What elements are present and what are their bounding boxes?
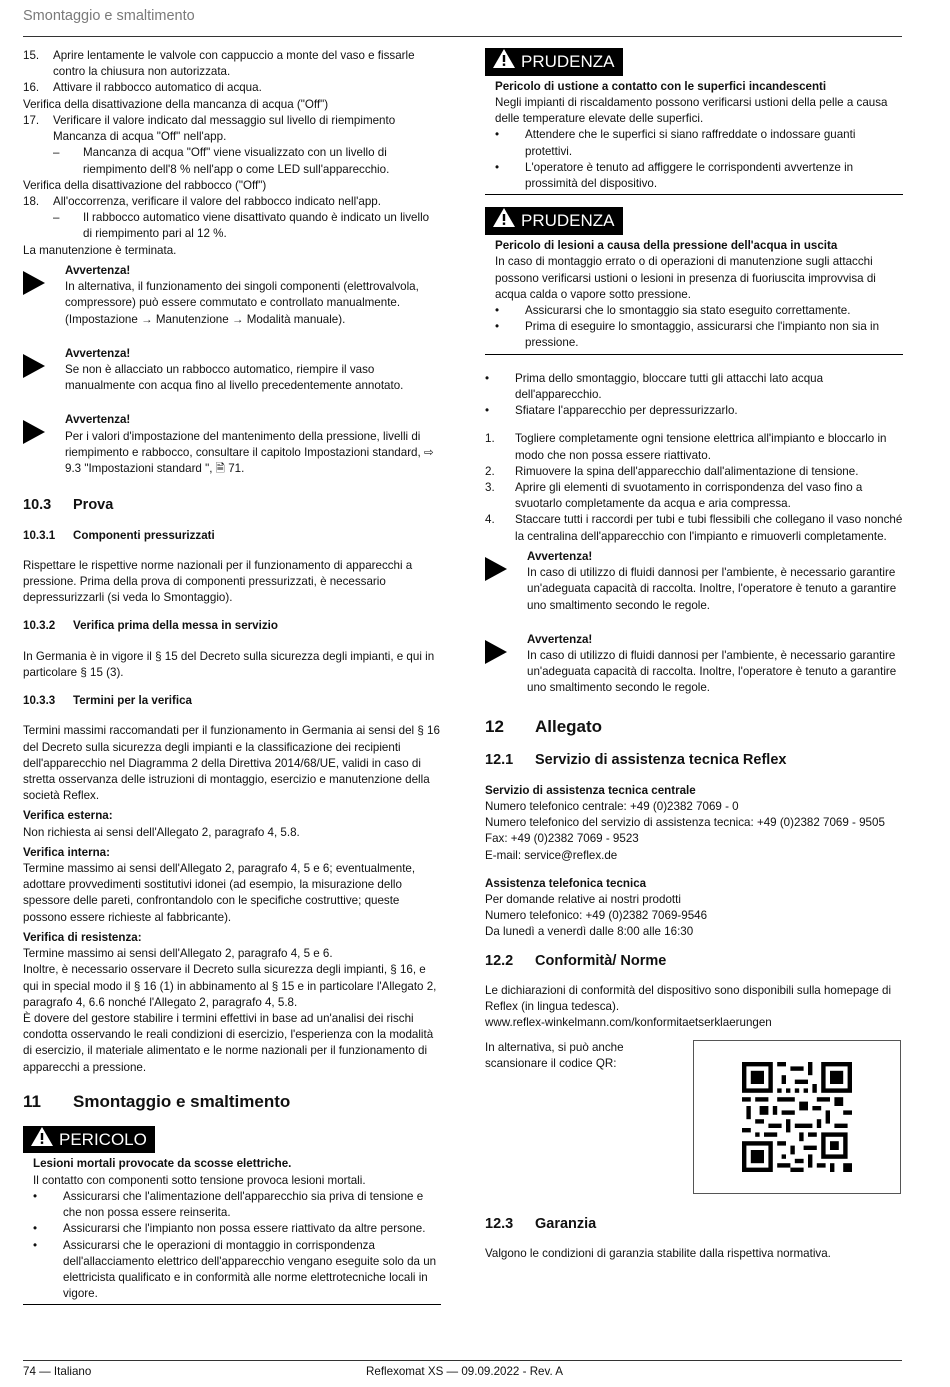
- note-text: Se non è allacciato un rabbocco automatico, riempire il vaso manualmente con acqua fino al livello precedentemente annotato.: [65, 362, 404, 393]
- verify-water-shortage: Verifica della disattivazione della mancanza di acqua ("Off"): [23, 97, 329, 111]
- hotline-line: Da lunedì a venerdì dalle 8:00 alle 16:30: [485, 925, 694, 939]
- strength-check-title: Verifica di resistenza:: [23, 930, 142, 944]
- footer-rule: [23, 1360, 902, 1361]
- step-18: 18. All'occorrenza, verificare il valore del rabbocco indicato nell'app.: [23, 194, 381, 208]
- footer-doc-info: Reflexomat XS — 09.09.2022 - Rev. A: [366, 1365, 563, 1378]
- danger-box: [23, 1126, 441, 1306]
- note-arrow-icon: [485, 549, 527, 614]
- note-text: Per i valori d'impostazione del mantenimento della pressione, livelli di riempimento e rabbocco, consultare il capitolo Impostazioni standard, ⇨ 9.3 "Impostazioni standard ", 🗎 71.: [65, 429, 434, 476]
- external-check-title: Verifica esterna:: [23, 809, 113, 823]
- step-1: 1. Togliere completamente ogni tensione elettrica all'impianto e bloccarlo in modo che non possa essere riattivato.: [485, 432, 887, 462]
- step-3: 3. Aprire gli elementi di svuotamento in corrispondenza del vaso fino a svuotarlo completamente da acqua e aria compressa.: [485, 480, 863, 511]
- note-5: [485, 632, 903, 697]
- section-12-3-heading: 12.3 Garanzia: [485, 1215, 597, 1232]
- verify-refill: Verifica della disattivazione del rabbocco ("Off"): [23, 178, 267, 192]
- step-17: 17. Verificare il valore indicato dal messaggio sul livello di riempimento Mancanza di acqua "Off" nell'app.: [23, 113, 396, 144]
- note-arrow-icon: [485, 632, 527, 697]
- note-text: In alternativa, il funzionamento dei singoli componenti (elettrovalvola, compressore) può essere commutato e controllato manualmente. (Impostazione → Manutenzione → Modalità manuale).: [65, 280, 419, 326]
- section-12-1-heading: 12.1 Servizio di assistenza tecnica Reflex: [485, 752, 787, 769]
- hotline-line: Per domande relative ai nostri prodotti: [485, 893, 681, 906]
- caution-bullet: • Attendere che le superfici si siano raffreddate o indossare guanti protettivi.: [495, 128, 856, 158]
- service-line: Numero telefonico del servizio di assistenza tecnica: +49 (0)2382 7069 - 9505: [485, 816, 885, 830]
- caution-text: In caso di montaggio errato o di operazioni di manutenzione sugli attacchi possono verificarsi ustioni o lesioni in presenza di fuoriuscita improvvisa di acqua calda o vapore sotto pressione.: [495, 255, 876, 301]
- step-15: 15. Aprire lentamente le valvole con cappuccio a monte del vaso e fissarle contro la chiusura non autorizzata.: [23, 49, 415, 79]
- qr-section: [485, 1040, 903, 1194]
- section-11-heading: 11 Smontaggio e smaltimento: [23, 1091, 291, 1111]
- note-title: Avvertenza!: [65, 413, 131, 427]
- step-16: 16. Attivare il rabbocco automatico di acqua.: [23, 81, 262, 95]
- qr-code-icon: [742, 1062, 852, 1172]
- caution-box-pressure: [485, 207, 903, 354]
- external-check-text: Non richiesta ai sensi dell'Allegato 2, paragrafo 4, 5.8.: [23, 825, 300, 839]
- caution-text: Negli impianti di riscaldamento possono verificarsi ustioni della pelle a causa delle temperature elevate delle superfici.: [495, 96, 888, 126]
- section-12-heading: 12 Allegato: [485, 716, 603, 736]
- section-10-3-3-heading: 10.3.3 Termini per la verifica: [23, 694, 192, 708]
- note-title: Avvertenza!: [527, 549, 593, 563]
- note-text: In caso di utilizzo di fluidi dannosi per l'ambiente, è necessario garantire un'adeguata capacità di raccolta. Inoltre, l'operatore è tenuto a garantire uno smaltimento secondo le regole.: [527, 566, 897, 612]
- note-1: [23, 263, 441, 328]
- section-10-3-heading: 10.3 Prova: [23, 497, 114, 514]
- qr-text: In alternativa, si può anche scansionare il codice QR:: [485, 1040, 624, 1070]
- danger-bullet: • Assicurarsi che l'impianto non possa essere riattivato da altre persone.: [33, 1222, 426, 1236]
- note-text: In caso di utilizzo di fluidi dannosi per l'ambiente, è necessario garantire un'adeguata capacità di raccolta. Inoltre, l'operatore è tenuto a garantire uno smaltimento secondo le regole.: [527, 648, 897, 695]
- pre-bullet: • Prima dello smontaggio, bloccare tutti gli attacchi lato acqua dell'apparecchio.: [485, 371, 824, 401]
- header-rule: [23, 36, 902, 37]
- service-title: Servizio di assistenza tecnica centrale: [485, 783, 696, 797]
- conformity-text: Le dichiarazioni di conformità del dispositivo sono disponibili sulla homepage di Reflex (in lingua tedesca).: [485, 983, 892, 1014]
- danger-text: Il contatto con componenti sotto tensione provoca lesioni mortali.: [33, 1173, 366, 1187]
- caution-badge: PRUDENZA: [485, 207, 623, 235]
- danger-bullet: • Assicurarsi che le operazioni di montaggio in corrispondenza dell'allacciamento elettrico dell'apparecchio vengano eseguite solo da un elettricista qualificato e in conformità alle norme elettrotecniche locali in vigore.: [33, 1238, 437, 1301]
- internal-check-text: Termine massimo ai sensi dell'Allegato 2, paragrafo 4, 5 e 6; eventualmente, adottare provvedimenti sostitutivi idonei (ad esempio, la misurazione dello spessore delle pareti, confrontandolo con le specifiche costruttive; queste possono essere richieste al fabbricante).: [23, 862, 416, 924]
- left-column: [23, 48, 441, 1317]
- note-3: [23, 412, 441, 477]
- hotline-title: Assistenza telefonica tecnica: [485, 876, 647, 890]
- section-10-3-2-text: In Germania è in vigore il § 15 del Decreto sulla sicurezza degli impianti, e qui in particolare § 15 (3).: [23, 649, 435, 679]
- note-arrow-icon: [23, 412, 65, 477]
- section-10-3-3-text: Termini massimi raccomandati per il funzionamento in Germania ai sensi del § 16 del Decreto sulla sicurezza degli impianti e la classificazione dei recipienti dell'apparecchio nel Diagramma 2 della Direttiva 2014/68/UE, validi in caso di stretta osservanza delle istruzioni di montaggio, esercizio e manutenzione della società Reflex.: [23, 724, 440, 803]
- section-10-3-2-heading: 10.3.2 Verifica prima della messa in servizio: [23, 619, 278, 633]
- service-line: Fax: +49 (0)2382 7069 - 9523: [485, 832, 639, 846]
- strength-check-text-3: È dovere del gestore stabilire i termini effettivi in base ad un'analisi dei rischi condotta osservando le reali condizioni di esercizio, l'esperienza con la modalità di esercizio, il materiale alimentato e le norme nazionali per il funzionamento di apparecchi a pressione.: [23, 1012, 434, 1074]
- section-10-3-1-heading: 10.3.1 Componenti pressurizzati: [23, 528, 215, 542]
- note-2: [23, 346, 441, 395]
- service-line: Numero telefonico centrale: +49 (0)2382 7069 - 0: [485, 799, 739, 813]
- caution-bullet: • Prima di eseguire lo smontaggio, assicurarsi che l'impianto non sia in pressione.: [495, 320, 880, 350]
- warranty-text: Valgono le condizioni di garanzia stabilite dalla rispettiva normativa.: [485, 1246, 831, 1260]
- caution-title: Pericolo di ustione a contatto con le superfici incandescenti: [495, 79, 827, 93]
- warning-icon: [493, 49, 515, 75]
- footer-page-language: 74 — Italiano: [23, 1365, 92, 1378]
- step-17-result: – Mancanza di acqua "Off" viene visualizzato con un livello di riempimento dell'8 % nell'app o come LED sull'apparecchio.: [53, 146, 390, 176]
- danger-badge: PERICOLO: [23, 1126, 155, 1154]
- note-4: [485, 549, 903, 614]
- strength-check-text-2: Inoltre, è necessario osservare il Decreto sulla sicurezza degli impianti, § 16, e qui in special modo il § 16 (1) in abbinamento al § 15 e in particolare l'Allegato 2, paragrafo 4, 6.6 nonché l'Allegato 2, paragrafo 4, 5.8.: [23, 963, 437, 1009]
- internal-check-title: Verifica interna:: [23, 845, 110, 859]
- note-arrow-icon: [23, 263, 65, 328]
- maintenance-done: La manutenzione è terminata.: [23, 243, 177, 257]
- note-title: Avvertenza!: [65, 346, 131, 360]
- caution-title: Pericolo di lesioni a causa della pressione dell'acqua in uscita: [495, 239, 838, 253]
- danger-title: Lesioni mortali provocate da scosse elettriche.: [33, 1157, 292, 1171]
- step-2: 2. Rimuovere la spina dell'apparecchio dall'alimentazione di tensione.: [485, 464, 859, 478]
- caution-badge: PRUDENZA: [485, 48, 623, 76]
- note-title: Avvertenza!: [65, 263, 131, 277]
- step-4: 4. Staccare tutti i raccordi per tubi e tubi flessibili che collegano il vaso nonché la centralina dell'apparecchio con l'impianto e rimuoverli completamente.: [485, 513, 903, 543]
- caution-bullet: • Assicurarsi che lo smontaggio sia stato eseguito correttamente.: [495, 304, 851, 317]
- page-header-title: Smontaggio e smaltimento: [23, 8, 195, 24]
- strength-check-text-1: Termine massimo ai sensi dell'Allegato 2, paragrafo 4, 5 e 6.: [23, 947, 333, 961]
- service-email: E-mail: service@reflex.de: [485, 848, 618, 862]
- right-column: [485, 48, 903, 1262]
- note-arrow-icon: [23, 346, 65, 395]
- warning-icon: [31, 1127, 53, 1153]
- warning-icon: [493, 208, 515, 234]
- qr-code-frame[interactable]: [693, 1040, 901, 1194]
- danger-bullet: • Assicurarsi che l'alimentazione dell'apparecchio sia priva di tensione e che non possa essere reinserita.: [33, 1189, 424, 1220]
- section-12-2-heading: 12.2 Conformità/ Norme: [485, 952, 667, 969]
- pre-bullet: • Sfiatare l'apparecchio per depressurizzarlo.: [485, 404, 738, 418]
- conformity-url[interactable]: www.reflex-winkelmann.com/konformitaetserklaerungen: [485, 1016, 772, 1030]
- section-10-3-1-text: Rispettare le rispettive norme nazionali per il funzionamento di apparecchi a pressione. Prima della prova di componenti pressurizzati, è necessario depressurizzarli (si veda lo Smontaggio).: [23, 558, 413, 605]
- note-title: Avvertenza!: [527, 632, 593, 646]
- caution-bullet: • L'operatore è tenuto ad affiggere le corrispondenti avvertenze in prossimità del dispositivo.: [495, 160, 854, 191]
- hotline-line: Numero telefonico: +49 (0)2382 7069-9546: [485, 909, 708, 923]
- step-18-result: – Il rabbocco automatico viene disattivato quando è indicato un livello di riempimento pari al 12 %.: [53, 211, 430, 241]
- caution-box-burn: [485, 48, 903, 195]
